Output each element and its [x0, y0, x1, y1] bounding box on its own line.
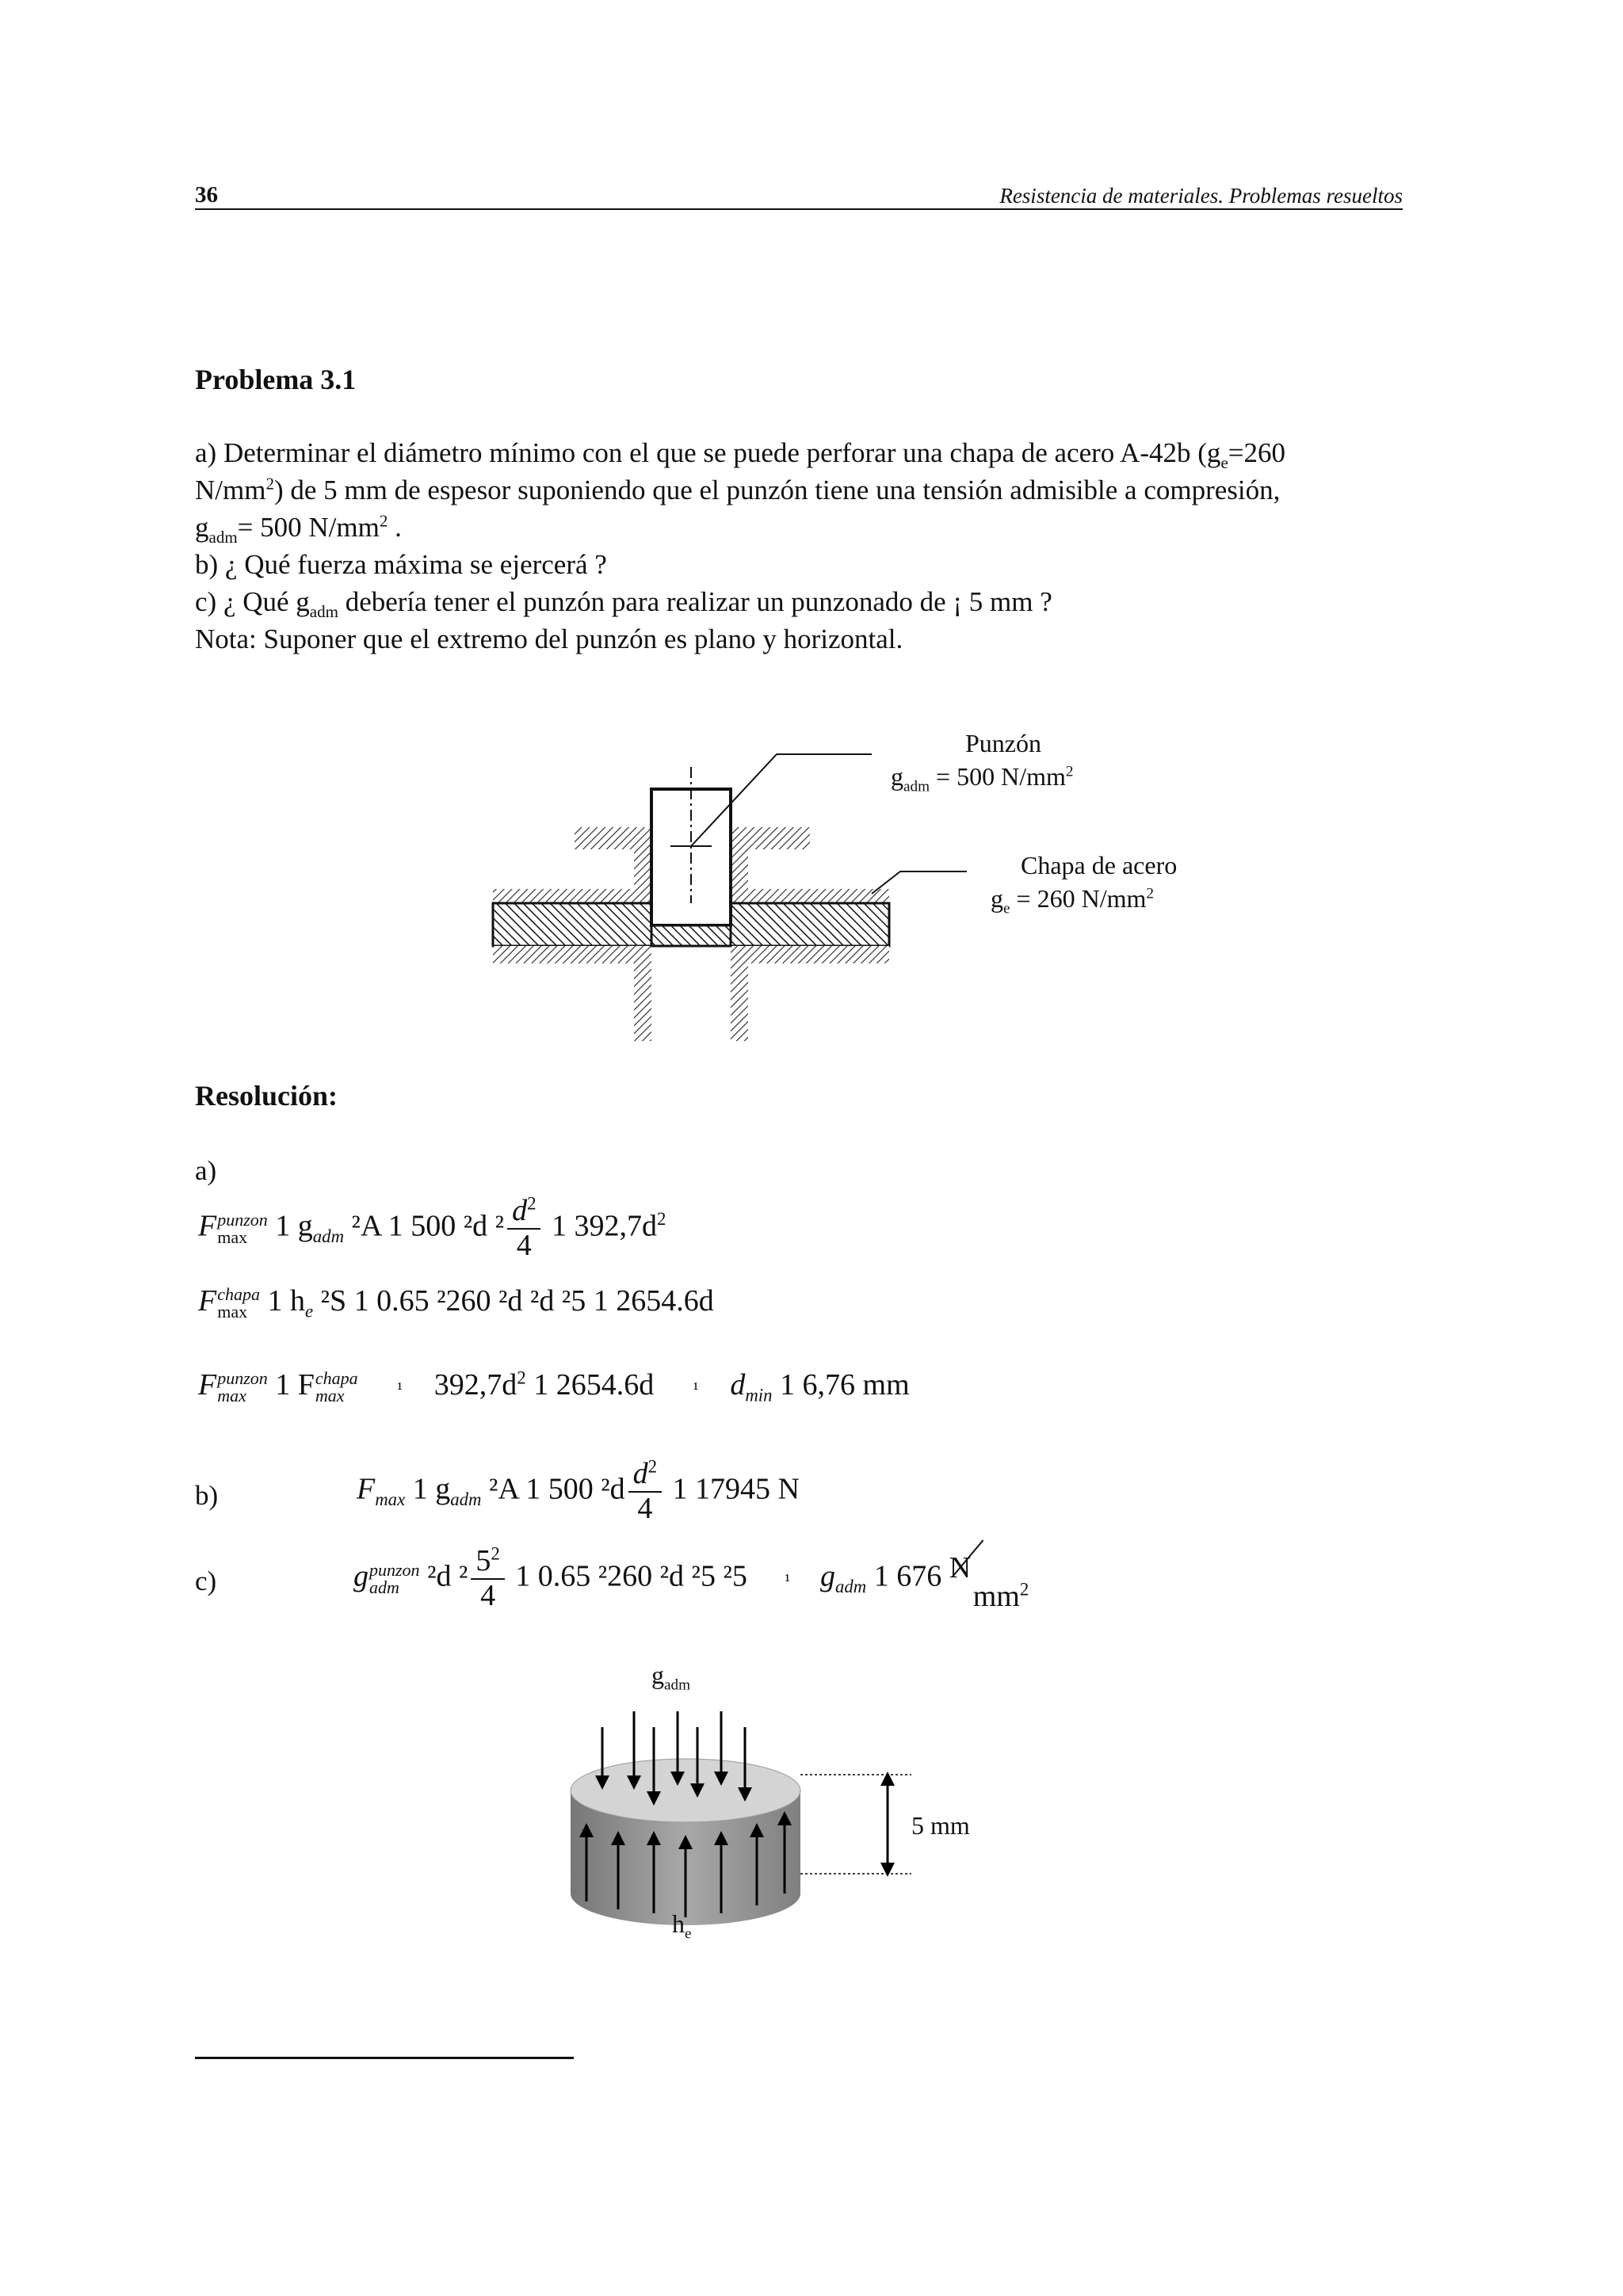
part-a-label: a)	[195, 1155, 217, 1186]
part-b-label: b)	[195, 1480, 219, 1511]
part-c-label: c)	[195, 1566, 217, 1596]
upper-die-left-wall	[634, 827, 651, 905]
lower-die-top-right	[731, 889, 889, 903]
footnote-rule	[195, 2057, 574, 2059]
shear-strength-label: $h_e$	[672, 1909, 692, 1943]
page-number: 36	[195, 182, 218, 208]
problem-statement	[195, 434, 1415, 658]
height-label: 5 mm	[911, 1811, 970, 1840]
equation-punch-force: F punzon max 1 $g_{adm}$ ²A 1 500 ²d ² $\frac{d^2}{4}$ 1 $392,7d^2$	[198, 1193, 666, 1262]
statement-line-b: b) ¿ Qué fuerza máxima se ejercerá ?	[195, 549, 607, 580]
statement-line-c: c) ¿ Qué $g_{adm}$ debería tener el punzón para realizar un punzonado de ¡ 5 mm ?	[195, 586, 1052, 621]
lower-die-bottom	[493, 946, 634, 963]
adm-stress-label: $g_{adm}$	[651, 1661, 691, 1694]
resolution-title: Resolución:	[195, 1080, 338, 1112]
running-title: Resistencia de materiales. Problemas resueltos	[999, 184, 1403, 208]
lower-die-left-wall	[634, 946, 651, 1041]
statement-note: Nota: Suponer que el extremo del punzón es plano y horizontal.	[195, 624, 903, 654]
header-rule	[195, 208, 1403, 210]
statement-line-a1: a) Determinar el diámetro mínimo con el que se puede perforar una chapa de acero A-42b ($g_e=260$	[195, 437, 1286, 472]
lower-die-right-wall	[731, 946, 748, 1041]
equation-required-stress: g punzon adm ²d ² $\frac{5^2}{4}$ 1 0.65 ²260 ²d ²5 ²5 ¹ $g_{adm}$ 1 676 N $mm^2$	[353, 1545, 1037, 1613]
statement-line-a3: $g_{adm}= 500$ $N/mm^2$ .	[195, 511, 402, 547]
equation-plate-force: F chapa max 1 $h_e$ ²S 1 0.65 ²260 ²d ²d ²5 1 2654.6d	[198, 1284, 714, 1322]
lower-die-top	[493, 889, 634, 903]
equation-min-diameter: F punzon max 1 F chapa max ¹ $392,7d^2$ 1 2654.6d ¹ $d_{min}$ 1 6,76 mm	[198, 1367, 910, 1406]
punched-slug	[651, 925, 731, 946]
problem-title: Problema 3.1	[195, 364, 357, 395]
punzon-stress-label: $g_{adm} = 500$ $N/mm^2$	[891, 762, 1074, 795]
chapa-label: Chapa de acero	[1021, 851, 1178, 879]
lower-die-bottom-right	[731, 946, 889, 963]
punzon-label: Punzón	[965, 729, 1041, 757]
chapa-stress-label: $g_e = 260$ $N/mm^2$	[991, 884, 1154, 917]
equation-max-force: $F_{max}$ 1 $g_{adm}$ ²A 1 500 ²d $\frac{d^2}{4}$ 1 17945 N	[357, 1456, 800, 1525]
cylinder-diagram	[555, 1695, 935, 1933]
statement-line-a2: $N/mm^2$) de 5 mm de espesor suponiendo que el punzón tiene una tensión admisible a compresión,	[195, 474, 1281, 505]
cylinder-top	[571, 1759, 800, 1822]
